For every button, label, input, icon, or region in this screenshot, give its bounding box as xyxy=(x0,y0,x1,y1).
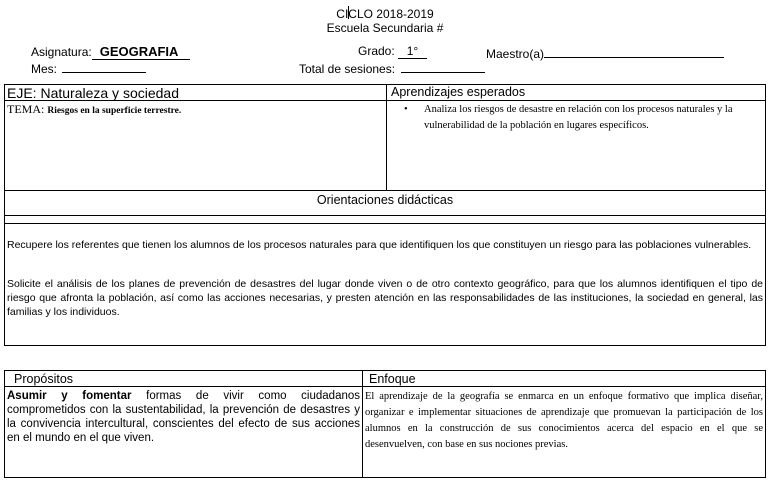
maestro-label: Maestro(a) xyxy=(486,47,545,61)
grado-field[interactable] xyxy=(358,44,427,59)
sesiones-field[interactable] xyxy=(299,59,485,76)
enfoque-text: El aprendizaje de la geografía se enmarca en un enfoque formativo que implica diseñar, organizar e implementar situaciones de aprendizaje que promuevan la participación de los alumnos en la construcción de sus conocimientos acerca del espacio en el que se desenvuelven, con base en sus nociones previas. xyxy=(365,391,763,450)
propositos-heading: Propósitos xyxy=(14,372,74,386)
divider xyxy=(4,386,766,387)
divider xyxy=(386,84,387,190)
orientaciones-paragraph-2: Solicite el análisis de los planes de prevención de desastres del lugar donde viven o de otro contexto geográfico, para que los alumnos identifiquen el tipo de riesgo que afronta la población, así como las acciones necesarias, y presten atención en las responsabilidades de las instituciones, la sociedad en general, las familias y los individuos. xyxy=(7,278,763,318)
mes-field[interactable] xyxy=(31,59,146,76)
divider xyxy=(4,215,766,216)
bullet-icon: • xyxy=(404,104,408,115)
mes-blank xyxy=(62,59,146,73)
asignatura-value: GEOGRAFIA xyxy=(92,44,190,60)
maestro-field[interactable] xyxy=(486,44,724,61)
aprendizajes-text: Analiza los riesgos de desastre en relación con los procesos naturales y la vulnerabilidad de la población en lugares específicos. xyxy=(424,104,733,131)
propositos-bold-lead: Asumir y fomentar xyxy=(7,390,132,402)
divider xyxy=(362,370,363,478)
divider xyxy=(4,223,766,224)
tema-label: TEMA: xyxy=(7,102,45,116)
eje-heading: EJE: Naturaleza y sociedad xyxy=(7,85,179,101)
cycle-title: CICLO 2018-2019 xyxy=(336,7,434,21)
propositos-body: formas de vivir como ciudadanos comprometidos con la sustentabilidad, la prevención de desastres y la convivencia intercultural, conscientes del efecto de sus acciones en el mundo en el que viven. xyxy=(7,390,361,444)
maestro-blank xyxy=(544,44,724,58)
aprendizajes-item xyxy=(404,102,764,134)
enfoque-heading: Enfoque xyxy=(369,372,416,386)
asignatura-label: Asignatura: xyxy=(31,45,92,59)
divider xyxy=(4,190,766,191)
grado-value: 1° xyxy=(398,44,427,59)
asignatura-field[interactable] xyxy=(31,44,190,60)
school-title: Escuela Secundaria # xyxy=(326,21,444,35)
aprendizajes-heading: Aprendizajes esperados xyxy=(391,85,526,99)
tema-value: Riesgos en la superficie terrestre. xyxy=(47,106,182,116)
grado-label: Grado: xyxy=(358,44,395,58)
sesiones-blank xyxy=(401,59,485,73)
sesiones-label: Total de sesiones: xyxy=(299,62,396,76)
orientaciones-heading: Orientaciones didácticas xyxy=(316,193,454,207)
mes-label: Mes: xyxy=(31,62,58,76)
orientaciones-paragraph-1: Recupere los referentes que tienen los alumnos de los procesos naturales para que identifiquen los que constituyen un riesgo para las poblaciones vulnerables. xyxy=(7,239,752,251)
propositos-text xyxy=(7,389,360,445)
tema-line xyxy=(7,102,181,117)
